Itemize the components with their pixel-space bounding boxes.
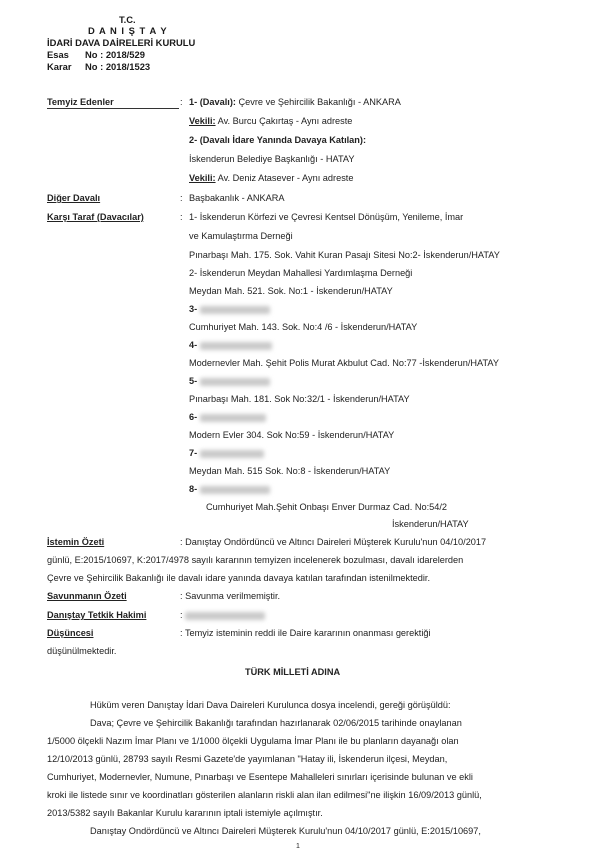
body-p2-line-2: 1/5000 ölçekli Nazım İmar Planı ve 1/1000 ölçekli Uygulama İmar Planı ile bu planların dayanağı olan — [47, 736, 459, 746]
karsi-colon: : — [180, 212, 183, 222]
karsi-7-number: 7- — [189, 448, 198, 458]
karsi-2-line1: 2- İskenderun Meydan Mahallesi Yardımlaşma Derneği — [189, 268, 413, 278]
istem-label: İstemin Özeti — [47, 537, 105, 547]
esas-label: Esas — [47, 49, 69, 60]
tetkik-colon: : — [180, 610, 183, 620]
karsi-5-row — [189, 376, 270, 386]
istem-line-2: günlü, E:2015/10697, K:2017/4978 sayılı kararının temyizen incelenerek bozulması, davalı idarelerden — [47, 555, 464, 565]
karsi-5-number: 5- — [189, 376, 198, 386]
karsi-4-address: Modernevler Mah. Şehit Polis Murat Akbulut Cad. No:77 -İskenderun/HATAY — [189, 358, 499, 368]
header-court: D A N I Ş T A Y — [88, 25, 168, 36]
dusunce-line-1: : Temyiz isteminin reddi ile Daire kararının onanması gerektiği — [180, 628, 431, 638]
redacted-name-3 — [200, 306, 270, 314]
redacted-name-7 — [200, 450, 264, 458]
redacted-name-8 — [200, 486, 270, 494]
body-p2-line-1: Dava; Çevre ve Şehircilik Bakanlığı tarafından hazırlanarak 02/06/2015 tarihinde onaylanan — [90, 718, 462, 728]
section-title: TÜRK MİLLETİ ADINA — [245, 667, 341, 677]
diger-colon: : — [180, 193, 183, 203]
karsi-4-row — [189, 340, 272, 350]
dusunce-label: Düşüncesi — [47, 628, 94, 638]
savunma-label: Savunmanın Özeti — [47, 591, 127, 601]
tetkik-row — [180, 610, 265, 620]
page-number: 1 — [296, 843, 300, 850]
karsi-label: Karşı Taraf (Davacılar) — [47, 212, 144, 222]
redacted-name-4 — [200, 342, 272, 350]
karsi-6-row — [189, 412, 266, 422]
karsi-1-line1: 1- İskenderun Körfezi ve Çevresi Kentsel Dönüşüm, Yenileme, İmar — [189, 212, 464, 222]
temyiz-2-head: 2- (Davalı İdare Yanında Davaya Katılan): — [189, 135, 367, 145]
karsi-8-address-2: İskenderun/HATAY — [392, 519, 469, 529]
karsi-1-address: Pınarbaşı Mah. 175. Sok. Vahit Kuran Pasajı Sitesi No:2- İskenderun/HATAY — [189, 250, 500, 260]
karsi-8-row — [189, 484, 270, 494]
karsi-4-number: 4- — [189, 340, 198, 350]
karsi-5-address: Pınarbaşı Mah. 181. Sok No:32/1 - İskenderun/HATAY — [189, 394, 410, 404]
diger-text: Başbakanlık - ANKARA — [189, 193, 285, 203]
karsi-1-line2: ve Kamulaştırma Derneği — [189, 231, 293, 241]
temyiz-1-head: 1- (Davalı): — [189, 97, 236, 107]
karar-label: Karar — [47, 61, 72, 72]
karar-number: No : 2018/1523 — [85, 61, 151, 72]
body-paragraph-3: Danıştay Ondördüncü ve Altıncı Daireleri Müşterek Kurulu'nun 04/10/2017 günlü, E:2015/10697, — [90, 826, 481, 836]
body-p2-line-3: 12/10/2013 günlü, 28793 sayılı Resmi Gazete'de yayımlanan "Hatay ili, İskenderun ilçesi, Meydan, — [47, 754, 448, 764]
redacted-name-5 — [200, 378, 270, 386]
vekili-1-text: Av. Burcu Çakırtaş - Aynı adreste — [215, 116, 353, 126]
istem-line-1: : Danıştay Ondördüncü ve Altıncı Daireleri Müşterek Kurulu'nun 04/10/2017 — [180, 537, 487, 547]
temyiz-colon: : — [180, 97, 183, 107]
dusunce-line-2: düşünülmektedir. — [47, 646, 117, 656]
temyiz-1 — [189, 97, 401, 107]
temyiz-2-text: İskenderun Belediye Başkanlığı - HATAY — [189, 154, 355, 164]
karsi-2-address: Meydan Mah. 521. Sok. No:1 - İskenderun/HATAY — [189, 286, 393, 296]
karsi-7-row — [189, 448, 264, 458]
redacted-judge-name — [185, 612, 265, 620]
temyiz-label: Temyiz Edenler — [47, 97, 179, 109]
redacted-name-6 — [200, 414, 266, 422]
karsi-6-number: 6- — [189, 412, 198, 422]
esas-number: No : 2018/529 — [85, 49, 145, 60]
body-paragraph-1: Hüküm veren Danıştay İdari Dava Daireleri Kurulunca dosya incelendi, gereği görüşüldü: — [90, 700, 451, 710]
vekili-2-text: Av. Deniz Atasever - Aynı adreste — [215, 173, 354, 183]
karsi-3-number: 3- — [189, 304, 198, 314]
header-board: İDARİ DAVA DAİRELERİ KURULU — [47, 37, 196, 48]
savunma-text: : Savunma verilmemiştir. — [180, 591, 281, 601]
karsi-7-address: Meydan Mah. 515 Sok. No:8 - İskenderun/HATAY — [189, 466, 391, 476]
vekili-2-label: Vekili: — [189, 173, 216, 183]
header-tc: T.C. — [119, 14, 136, 25]
vekili-1-label: Vekili: — [189, 116, 216, 126]
diger-label: Diğer Davalı — [47, 193, 101, 203]
body-p2-line-6: 2013/5382 sayılı Bakanlar Kurulu kararının iptali istemiyle açılmıştır. — [47, 808, 323, 818]
tetkik-label: Danıştay Tetkik Hakimi — [47, 610, 147, 620]
istem-line-3: Çevre ve Şehircilik Bakanlığı ile davalı idare yanında davaya katılan tarafından istenilmektedir. — [47, 573, 431, 583]
temyiz-1-text: Çevre ve Şehircilik Bakanlığı - ANKARA — [235, 97, 401, 107]
karsi-3-address: Cumhuriyet Mah. 143. Sok. No:4 /6 - İskenderun/HATAY — [189, 322, 418, 332]
body-p2-line-4: Cumhuriyet, Modernevler, Numune, Pınarbaşı ve Esentepe Mahalleleri sınırları içerisinde bulunan ve ekli — [47, 772, 473, 782]
karsi-3-row — [189, 304, 270, 314]
body-p2-line-5: kroki ile listede sınır ve koordinatları gösterilen alanların riskli alan ilan edilmesi"ne ilişkin 16/09/2013 günlü, — [47, 790, 482, 800]
karsi-8-address-1: Cumhuriyet Mah.Şehit Onbaşı Enver Durmaz Cad. No:54/2 — [206, 502, 448, 512]
vekili-2 — [189, 173, 353, 183]
karsi-6-address: Modern Evler 304. Sok No:59 - İskenderun/HATAY — [189, 430, 395, 440]
vekili-1 — [189, 116, 352, 126]
karsi-8-number: 8- — [189, 484, 198, 494]
